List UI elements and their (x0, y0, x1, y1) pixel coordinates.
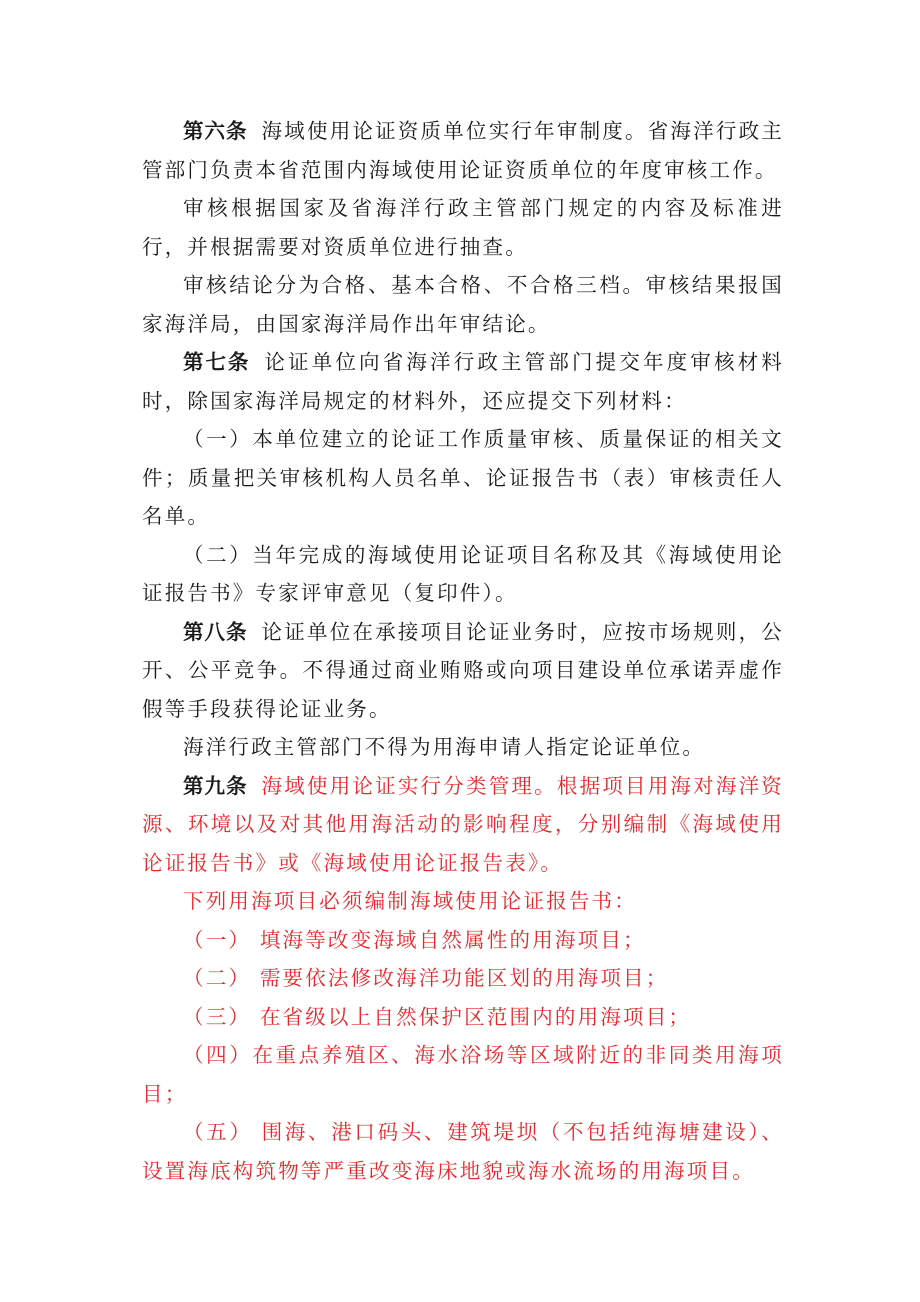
list-item (142, 1113, 784, 1190)
paragraph-text: （四）在重点养殖区、海水浴场等区域附近的非同类用海项目； (142, 1043, 784, 1106)
article-heading: 第九条 (183, 773, 248, 798)
paragraph-text: （一）本单位建立的论证工作质量审核、质量保证的相关文件；质量把关审核机构人员名单、论证报告书（表）审核责任人名单。 (142, 427, 784, 528)
paragraph-text: 审核根据国家及省海洋行政主管部门规定的内容及标准进行，并根据需要对资质单位进行抽查。 (142, 196, 784, 259)
paragraph-text: （五） 围海、港口码头、建筑堤坝（不包括纯海塘建设）、设置海底构筑物等严重改变海床地貌或海水流场的用海项目。 (142, 1120, 784, 1183)
paragraph (142, 266, 784, 343)
paragraph-text: 论证单位向省海洋行政主管部门提交年度审核材料时，除国家海洋局规定的材料外，还应提交下列材料： (142, 350, 784, 413)
paragraph (142, 882, 784, 921)
paragraph-text: 海域使用论证资质单位实行年审制度。省海洋行政主管部门负责本省范围内海域使用论证资质单位的年度审核工作。 (142, 119, 784, 182)
list-item (142, 959, 784, 998)
paragraph-text: 下列用海项目必须编制海域使用论证报告书： (183, 889, 637, 913)
paragraph-text: （二）当年完成的海域使用论证项目名称及其《海域使用论证报告书》专家评审意见（复印件）。 (142, 542, 784, 605)
document-body (142, 112, 784, 1190)
list-item (142, 998, 784, 1037)
paragraph-text: （三） 在省级以上自然保护区范围内的用海项目； (183, 1004, 692, 1029)
article-heading: 第六条 (183, 119, 248, 143)
paragraph-article-6 (142, 112, 784, 189)
paragraph-article-7 (142, 343, 784, 420)
paragraph-text: 审核结论分为合格、基本合格、不合格三档。审核结果报国家海洋局，由国家海洋局作出年审结论。 (142, 273, 784, 336)
paragraph (142, 189, 784, 266)
paragraph-text: （二） 需要依法修改海洋功能区划的用海项目； (183, 966, 669, 990)
paragraph-article-9 (142, 767, 784, 883)
paragraph-text: 海洋行政主管部门不得为用海申请人指定论证单位。 (183, 735, 706, 759)
paragraph (142, 728, 784, 767)
list-item (142, 420, 784, 536)
article-heading: 第八条 (183, 619, 248, 644)
article-heading: 第七条 (183, 350, 251, 374)
list-item (142, 921, 784, 960)
list-item (142, 1036, 784, 1113)
paragraph-text: 论证单位在承接项目论证业务时，应按市场规则，公开、公平竞争。不得通过商业贿赂或向项目建设单位承诺弄虚作假等手段获得论证业务。 (142, 619, 784, 721)
paragraph-article-8 (142, 613, 784, 729)
paragraph-text: （一） 填海等改变海域自然属性的用海项目； (183, 927, 646, 952)
paragraph-text: 海域使用论证实行分类管理。根据项目用海对海洋资源、环境以及对其他用海活动的影响程度，分别编制《海域使用论证报告书》或《海域使用论证报告表》。 (142, 773, 784, 875)
list-item (142, 536, 784, 613)
